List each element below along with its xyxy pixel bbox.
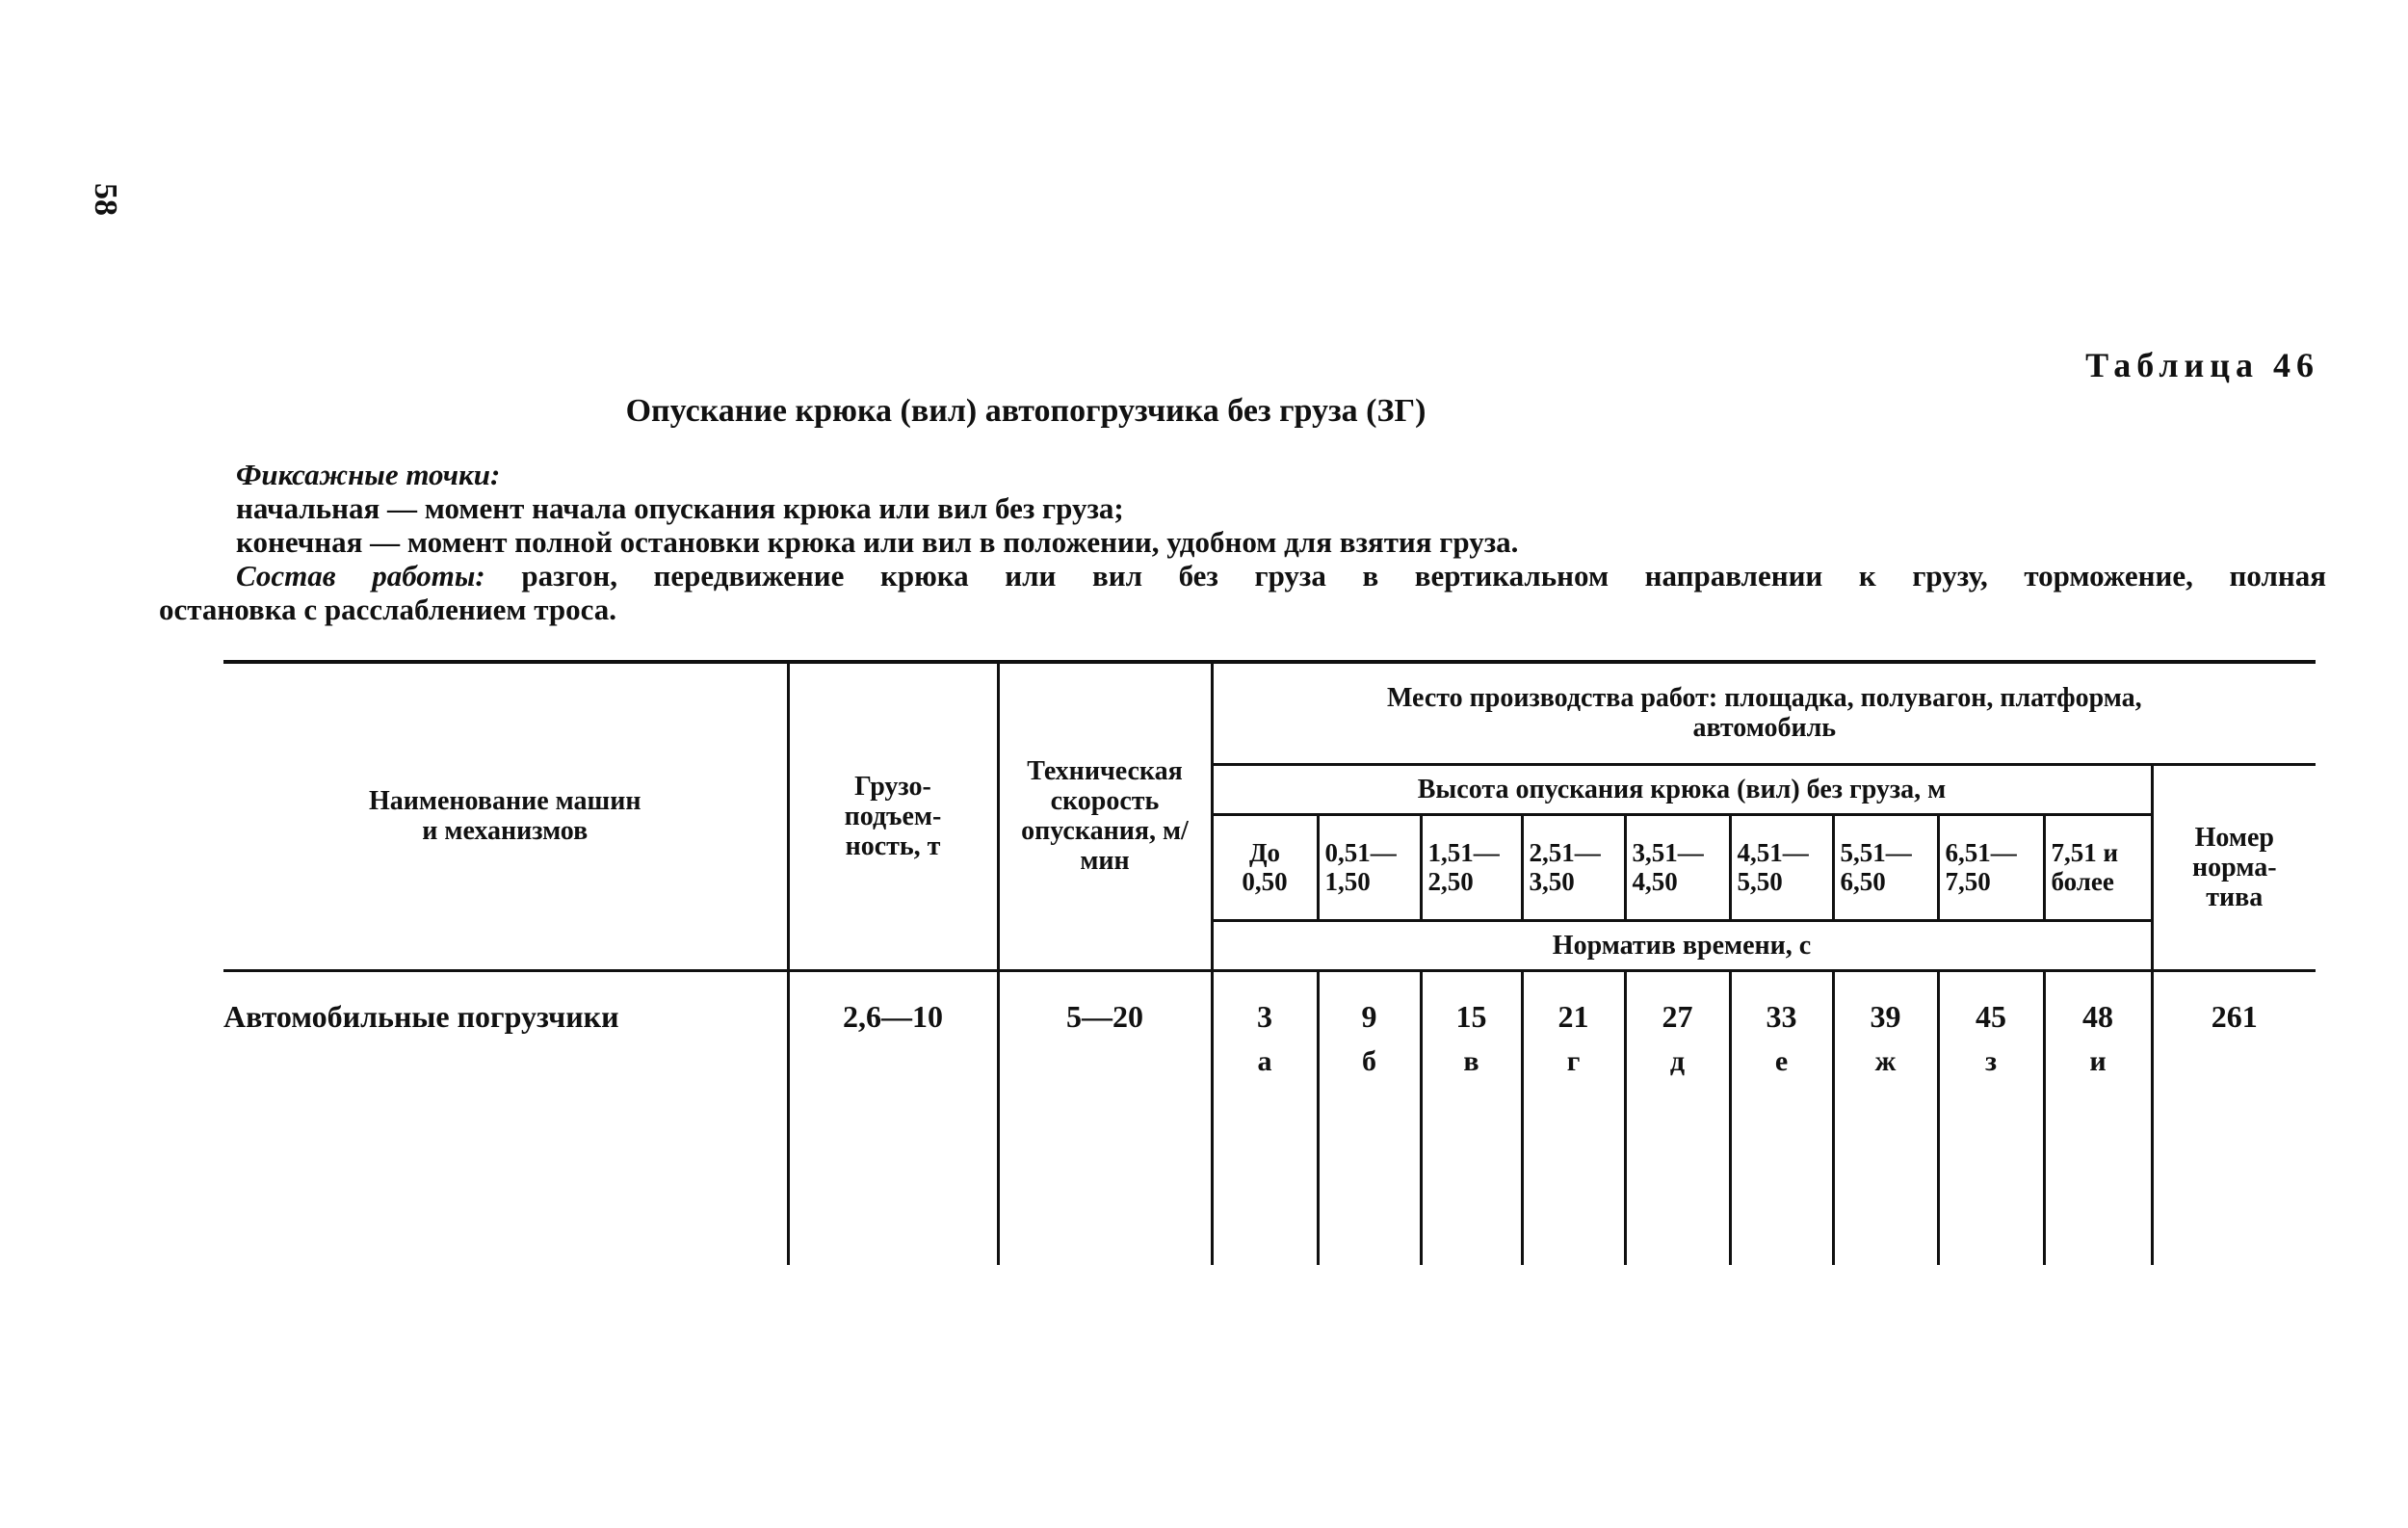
row-machine-name <box>223 970 788 1265</box>
row-capacity <box>788 970 998 1265</box>
range-header: 1,51—2,50 <box>1421 814 1522 920</box>
column-letter: и <box>2089 1044 2107 1077</box>
header-time-norm: Норматив времени, с <box>1212 920 2152 970</box>
row-speed <box>998 970 1212 1265</box>
time-cell <box>1833 970 1938 1265</box>
range-header: До 0,50 <box>1212 814 1318 920</box>
time-cell <box>1212 970 1318 1265</box>
range-header: 5,51—6,50 <box>1833 814 1938 920</box>
range-header: 6,51—7,50 <box>1938 814 2044 920</box>
range-header: 2,51—3,50 <box>1522 814 1625 920</box>
header-speed: Техническая скорость опускания, м/мин <box>998 662 1212 970</box>
time-value: 3 <box>1257 998 1272 1034</box>
end-text: — момент полной остановки крюка или вил в положении, удобном для взятия груза. <box>362 525 1519 559</box>
column-letter: е <box>1774 1044 1789 1077</box>
start-label: начальная <box>236 491 380 525</box>
time-cell <box>1318 970 1421 1265</box>
column-letter: ж <box>1874 1044 1897 1077</box>
header-capacity: Грузо-подъем-ность, т <box>788 662 998 970</box>
time-value: 45 <box>1976 998 2006 1034</box>
work-composition-text-cont: остановка с расслаблением троса. <box>159 593 616 626</box>
time-cell <box>1938 970 2044 1265</box>
start-text: — момент начала опускания крюка или вил без груза; <box>380 491 1124 525</box>
table-title: Опускание крюка (вил) автопогрузчика без груза (ЗГ) <box>625 393 1426 429</box>
column-letter: г <box>1566 1044 1581 1077</box>
time-value: 33 <box>1766 998 1797 1034</box>
table-row <box>223 970 2316 1265</box>
fixation-points-label: Фиксажные точки: <box>236 458 501 491</box>
header-height: Высота опускания крюка (вил) без груза, м <box>1212 764 2152 814</box>
column-letter: а <box>1257 1044 1272 1077</box>
time-value: 9 <box>1361 998 1377 1034</box>
intro-text <box>159 458 2326 626</box>
time-value: 39 <box>1870 998 1901 1034</box>
time-value: 48 <box>2082 998 2113 1034</box>
time-value: 21 <box>1557 998 1589 1034</box>
time-cell <box>2044 970 2152 1265</box>
page-number: 58 <box>88 183 123 216</box>
column-letter: з <box>1984 1044 1998 1077</box>
norm-number-value: 261 <box>2211 998 2258 1034</box>
column-letter: б <box>1362 1044 1376 1077</box>
work-composition-text: разгон, передвижение крюка или вил без груза в вертикальном направлении к грузу, торможение, полная <box>484 559 2326 593</box>
machine-name: Автомобильные погрузчики <box>223 998 619 1034</box>
time-cell <box>1625 970 1730 1265</box>
capacity-value: 2,6—10 <box>843 998 943 1034</box>
end-label: конечная <box>236 525 363 559</box>
row-norm-number <box>2152 970 2316 1265</box>
header-workplace: Место производства работ: площадка, полувагон, платформа, автомобиль <box>1212 662 2316 764</box>
norm-table <box>223 660 2316 1265</box>
time-value: 27 <box>1662 998 1693 1034</box>
table-label: Таблица 46 <box>2085 346 2319 384</box>
header-machine-name: Наименование машин и механизмов <box>223 662 788 970</box>
speed-value: 5—20 <box>1066 998 1143 1034</box>
time-cell <box>1522 970 1625 1265</box>
range-header: 0,51—1,50 <box>1318 814 1421 920</box>
range-header: 7,51 и более <box>2044 814 2152 920</box>
range-header: 3,51—4,50 <box>1625 814 1730 920</box>
column-letter: д <box>1669 1044 1686 1077</box>
work-composition-label: Состав работы: <box>236 559 485 593</box>
time-cell <box>1421 970 1522 1265</box>
time-cell <box>1730 970 1833 1265</box>
range-header: 4,51—5,50 <box>1730 814 1833 920</box>
time-value: 15 <box>1455 998 1487 1034</box>
column-letter: в <box>1463 1044 1479 1077</box>
header-norm-number: Номер норма-тива <box>2152 764 2316 970</box>
